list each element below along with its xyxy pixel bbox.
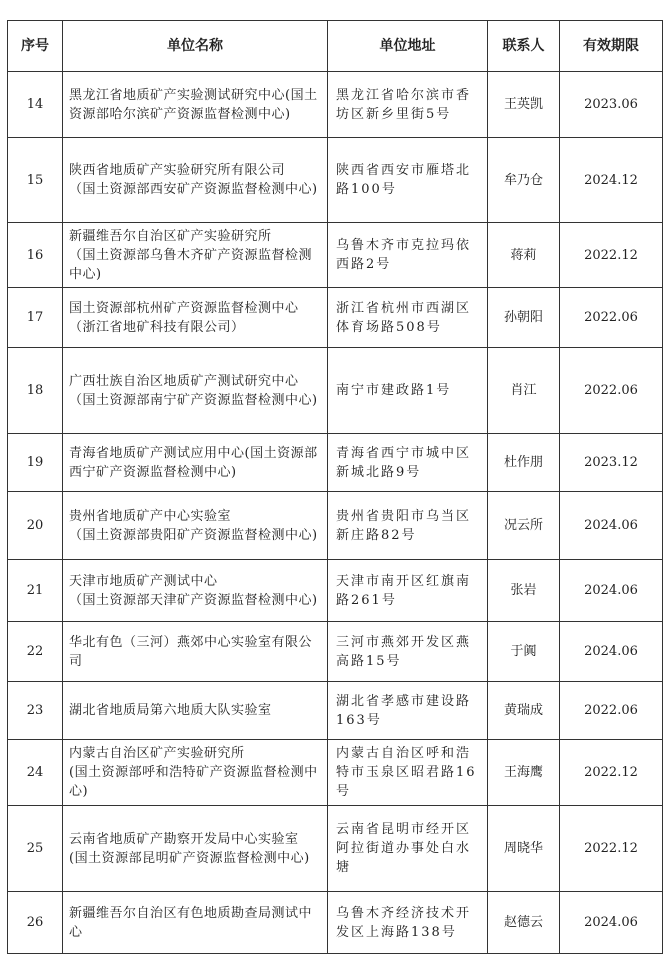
cell-valid: 2024.06 bbox=[560, 892, 663, 954]
table-row bbox=[8, 622, 663, 682]
cell-address: 三河市燕郊开发区燕高路15号 bbox=[328, 622, 488, 682]
cell-contact: 况云所 bbox=[488, 492, 560, 560]
cell-valid: 2024.06 bbox=[560, 560, 663, 622]
table-row bbox=[8, 492, 663, 560]
cell-name: 国土资源部杭州矿产资源监督检测中心（浙江省地矿科技有限公司） bbox=[63, 288, 328, 348]
table-header-row bbox=[8, 21, 663, 72]
table-row bbox=[8, 223, 663, 288]
cell-no: 17 bbox=[8, 288, 63, 348]
table-row bbox=[8, 138, 663, 223]
cell-name: 天津市地质矿产测试中心 （国土资源部天津矿产资源监督检测中心) bbox=[63, 560, 328, 622]
cell-name: 新疆维吾尔自治区矿产实验研究所 （国土资源部乌鲁木齐矿产资源监督检测中心) bbox=[63, 223, 328, 288]
table-row bbox=[8, 560, 663, 622]
cell-name: 云南省地质矿产勘察开发局中心实验室 (国土资源部昆明矿产资源监督检测中心) bbox=[63, 806, 328, 892]
cell-name: 内蒙古自治区矿产实验研究所 (国土资源部呼和浩特矿产资源监督检测中心) bbox=[63, 740, 328, 806]
cell-name: 贵州省地质矿产中心实验室 （国土资源部贵阳矿产资源监督检测中心) bbox=[63, 492, 328, 560]
institutions-table-container bbox=[7, 20, 662, 954]
cell-valid: 2024.12 bbox=[560, 138, 663, 223]
table-row bbox=[8, 892, 663, 954]
cell-address: 湖北省孝感市建设路163号 bbox=[328, 682, 488, 740]
cell-address: 陕西省西安市雁塔北路100号 bbox=[328, 138, 488, 223]
header-address: 单位地址 bbox=[328, 21, 488, 72]
cell-contact: 张岩 bbox=[488, 560, 560, 622]
cell-name: 青海省地质矿产测试应用中心(国土资源部西宁矿产资源监督检测中心) bbox=[63, 434, 328, 492]
cell-valid: 2022.12 bbox=[560, 223, 663, 288]
cell-valid: 2022.12 bbox=[560, 740, 663, 806]
cell-contact: 王英凯 bbox=[488, 72, 560, 138]
cell-address: 天津市南开区红旗南路261号 bbox=[328, 560, 488, 622]
cell-contact: 于阗 bbox=[488, 622, 560, 682]
cell-no: 22 bbox=[8, 622, 63, 682]
header-name: 单位名称 bbox=[63, 21, 328, 72]
table-row bbox=[8, 434, 663, 492]
table-row bbox=[8, 348, 663, 434]
cell-no: 18 bbox=[8, 348, 63, 434]
table-row bbox=[8, 806, 663, 892]
cell-address: 浙江省杭州市西湖区体育场路508号 bbox=[328, 288, 488, 348]
cell-valid: 2022.06 bbox=[560, 682, 663, 740]
header-no: 序号 bbox=[8, 21, 63, 72]
cell-name: 广西壮族自治区地质矿产测试研究中心 （国土资源部南宁矿产资源监督检测中心) bbox=[63, 348, 328, 434]
table-row bbox=[8, 740, 663, 806]
cell-contact: 牟乃仓 bbox=[488, 138, 560, 223]
cell-no: 24 bbox=[8, 740, 63, 806]
cell-contact: 周晓华 bbox=[488, 806, 560, 892]
cell-no: 23 bbox=[8, 682, 63, 740]
cell-address: 南宁市建政路1号 bbox=[328, 348, 488, 434]
cell-contact: 王海鹰 bbox=[488, 740, 560, 806]
cell-address: 黑龙江省哈尔滨市香坊区新乡里街5号 bbox=[328, 72, 488, 138]
cell-valid: 2022.06 bbox=[560, 348, 663, 434]
cell-address: 乌鲁木齐市克拉玛依西路2号 bbox=[328, 223, 488, 288]
cell-valid: 2023.06 bbox=[560, 72, 663, 138]
cell-address: 内蒙古自治区呼和浩特市玉泉区昭君路16号 bbox=[328, 740, 488, 806]
table-row bbox=[8, 72, 663, 138]
cell-address: 青海省西宁市城中区新城北路9号 bbox=[328, 434, 488, 492]
cell-no: 14 bbox=[8, 72, 63, 138]
header-valid: 有效期限 bbox=[560, 21, 663, 72]
cell-valid: 2024.06 bbox=[560, 492, 663, 560]
cell-contact: 赵德云 bbox=[488, 892, 560, 954]
cell-contact: 黄瑞成 bbox=[488, 682, 560, 740]
cell-valid: 2022.12 bbox=[560, 806, 663, 892]
cell-name: 新疆维吾尔自治区有色地质勘查局测试中心 bbox=[63, 892, 328, 954]
table-body bbox=[8, 72, 663, 954]
cell-name: 湖北省地质局第六地质大队实验室 bbox=[63, 682, 328, 740]
cell-valid: 2022.06 bbox=[560, 288, 663, 348]
cell-address: 云南省昆明市经开区阿拉街道办事处白水塘 bbox=[328, 806, 488, 892]
cell-no: 15 bbox=[8, 138, 63, 223]
cell-valid: 2023.12 bbox=[560, 434, 663, 492]
cell-no: 19 bbox=[8, 434, 63, 492]
cell-contact: 孙朝阳 bbox=[488, 288, 560, 348]
cell-no: 21 bbox=[8, 560, 63, 622]
cell-no: 25 bbox=[8, 806, 63, 892]
cell-address: 乌鲁木齐经济技术开发区上海路138号 bbox=[328, 892, 488, 954]
cell-no: 20 bbox=[8, 492, 63, 560]
institutions-table bbox=[7, 20, 663, 954]
cell-contact: 肖江 bbox=[488, 348, 560, 434]
cell-contact: 蒋莉 bbox=[488, 223, 560, 288]
cell-valid: 2024.06 bbox=[560, 622, 663, 682]
cell-name: 黑龙江省地质矿产实验测试研究中心(国土资源部哈尔滨矿产资源监督检测中心) bbox=[63, 72, 328, 138]
cell-contact: 杜作朋 bbox=[488, 434, 560, 492]
table-row bbox=[8, 288, 663, 348]
cell-no: 16 bbox=[8, 223, 63, 288]
table-row bbox=[8, 682, 663, 740]
cell-name: 华北有色（三河）燕郊中心实验室有限公司 bbox=[63, 622, 328, 682]
header-contact: 联系人 bbox=[488, 21, 560, 72]
cell-address: 贵州省贵阳市乌当区新庄路82号 bbox=[328, 492, 488, 560]
cell-no: 26 bbox=[8, 892, 63, 954]
cell-name: 陕西省地质矿产实验研究所有限公司 （国土资源部西安矿产资源监督检测中心) bbox=[63, 138, 328, 223]
